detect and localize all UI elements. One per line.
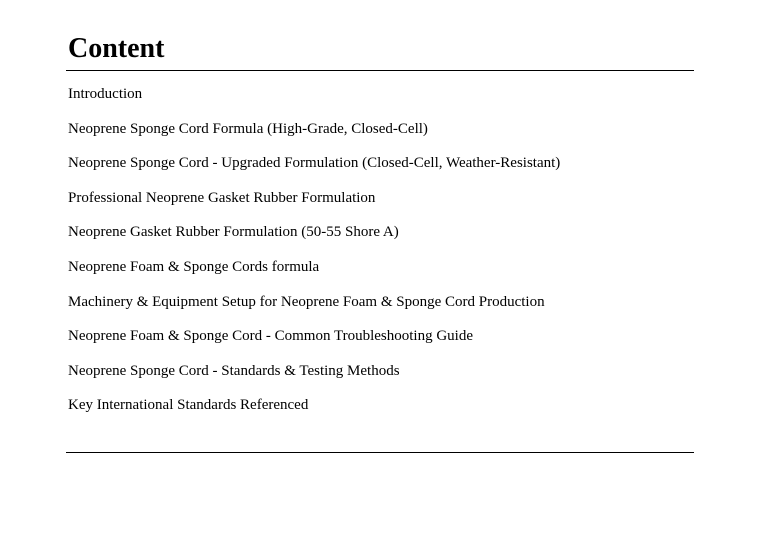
title-divider xyxy=(66,70,694,71)
toc-item-key-international-standards[interactable]: Key International Standards Referenced xyxy=(68,397,309,414)
bottom-divider xyxy=(66,452,694,453)
table-of-contents xyxy=(68,83,560,429)
toc-item-sponge-cord-formula[interactable]: Neoprene Sponge Cord Formula (High-Grade, Closed-Cell) xyxy=(68,120,428,137)
toc-item-troubleshooting-guide[interactable]: Neoprene Foam & Sponge Cord - Common Troubleshooting Guide xyxy=(68,328,473,345)
toc-item-introduction[interactable]: Introduction xyxy=(68,86,143,102)
toc-item-upgraded-formulation[interactable]: Neoprene Sponge Cord - Upgraded Formulation (Closed-Cell, Weather-Resistant) xyxy=(68,155,561,172)
toc-item-professional-gasket-formulation[interactable]: Professional Neoprene Gasket Rubber Formulation xyxy=(68,189,376,206)
toc-item-foam-sponge-cords-formula[interactable]: Neoprene Foam & Sponge Cords formula xyxy=(68,258,320,275)
toc-item-gasket-formulation-shore-a[interactable]: Neoprene Gasket Rubber Formulation (50-55 Shore A) xyxy=(68,224,399,241)
toc-item-machinery-equipment-setup[interactable]: Machinery & Equipment Setup for Neoprene Foam & Sponge Cord Production xyxy=(68,293,545,310)
page-title: Content xyxy=(68,33,165,64)
toc-item-standards-testing-methods[interactable]: Neoprene Sponge Cord - Standards & Testing Methods xyxy=(68,362,400,379)
